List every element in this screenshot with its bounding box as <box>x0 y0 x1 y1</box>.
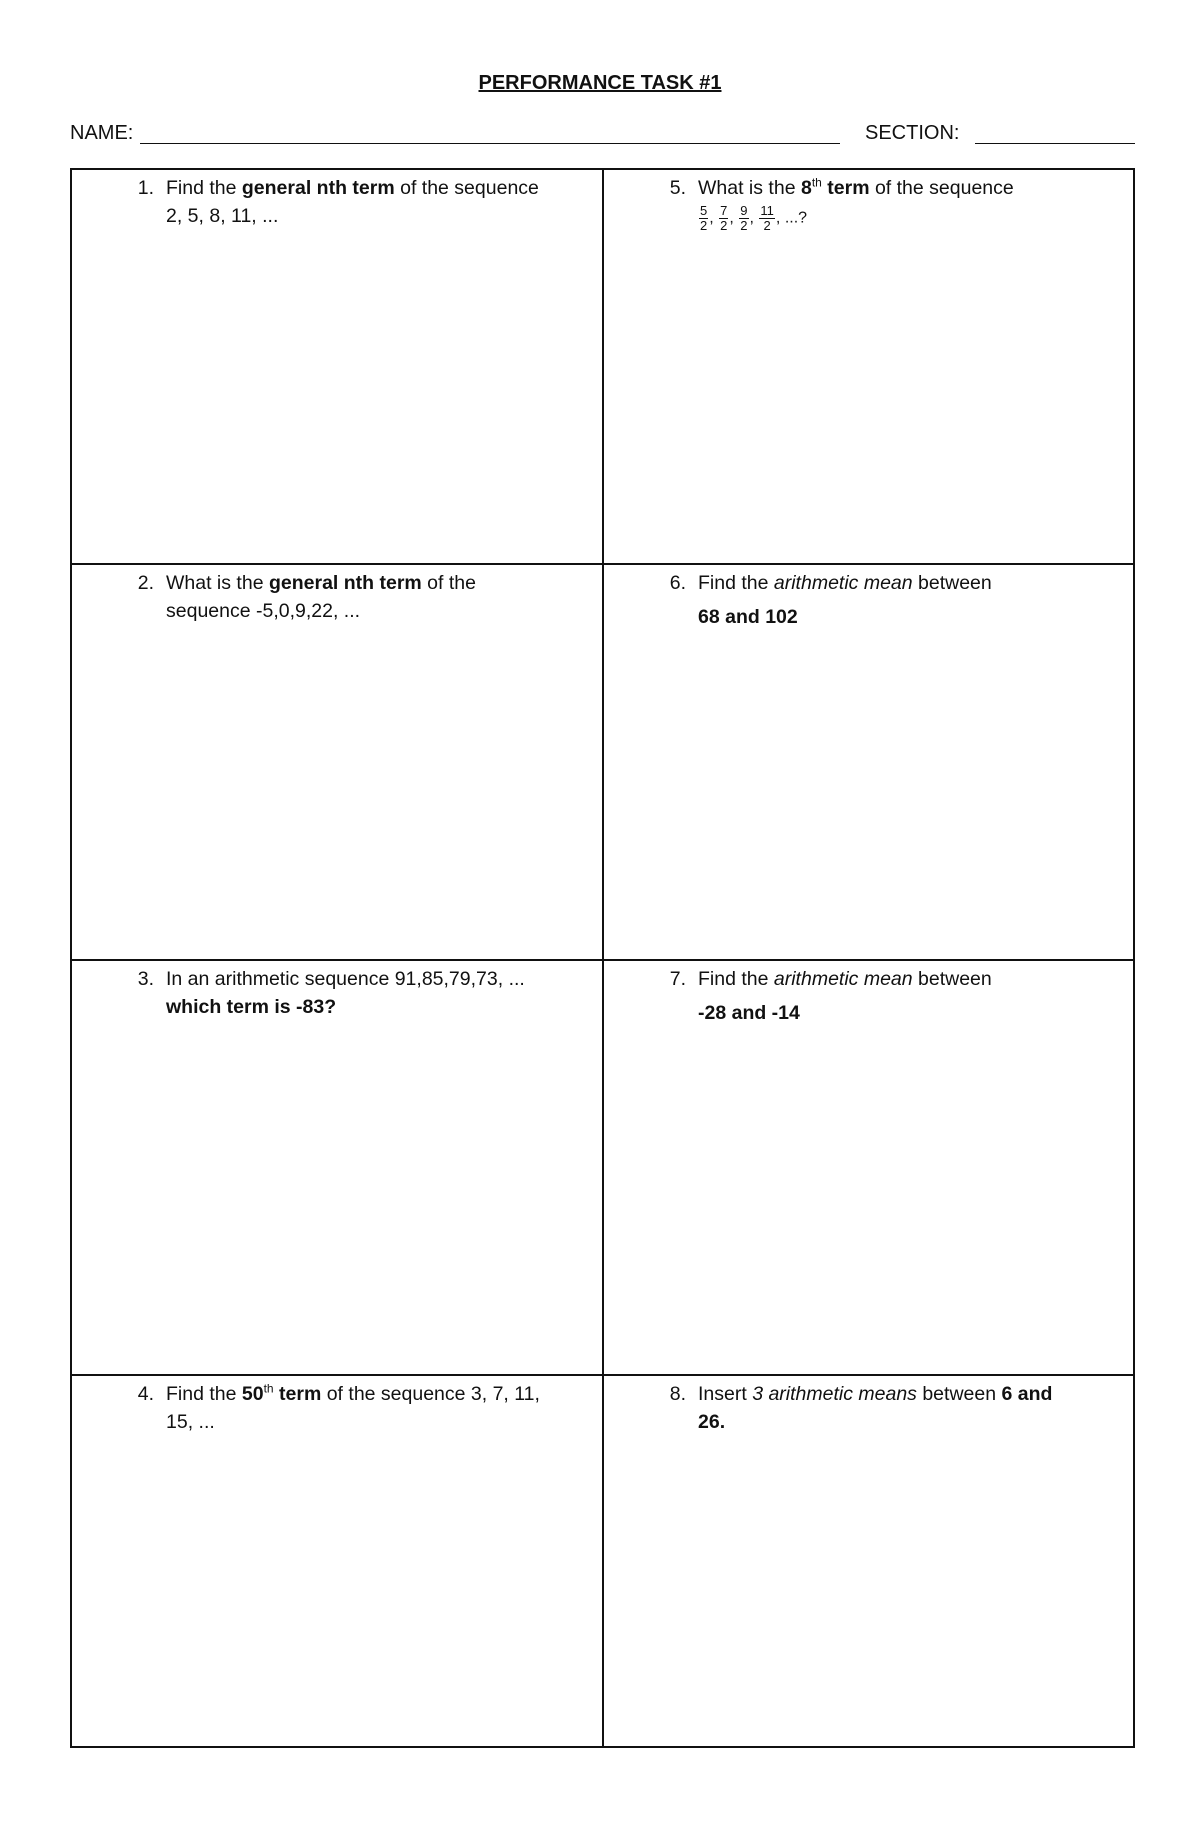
question-6-cell[interactable] <box>604 565 1135 961</box>
question-number: 2. <box>137 572 154 594</box>
question-3-cell[interactable] <box>72 961 604 1376</box>
q5-sup: th <box>811 175 822 190</box>
q2-text: What is the <box>166 572 269 594</box>
q7-text: Find the <box>698 968 774 990</box>
q5-text-post: of the sequence <box>869 177 1014 199</box>
name-label: NAME: <box>70 122 134 144</box>
separator: , <box>709 209 714 227</box>
name-section-row <box>70 122 1135 148</box>
q8-italic: 3 arithmetic means <box>752 1383 917 1405</box>
q4-bold: 50 <box>241 1383 264 1405</box>
numerator: 7 <box>720 203 728 218</box>
denominator: 2 <box>740 218 748 233</box>
q8-text-post: between <box>916 1383 1002 1405</box>
question-5-cell[interactable] <box>604 170 1135 565</box>
question-number: 7. <box>669 968 686 990</box>
question-1-cell[interactable] <box>72 170 604 565</box>
q6-text: Find the <box>698 572 774 594</box>
q1-text: Find the <box>166 177 242 199</box>
fraction <box>759 204 775 233</box>
question-number: 3. <box>137 968 154 990</box>
q7-values: -28 and -14 <box>698 1002 800 1024</box>
fraction <box>699 204 708 233</box>
section-label: SECTION: <box>865 122 960 144</box>
name-field[interactable] <box>140 143 840 144</box>
q5-text: What is the <box>698 177 801 199</box>
q3-bold: which term is -83? <box>166 996 337 1018</box>
question-number: 1. <box>137 177 154 199</box>
q8-bold: 6 and <box>1001 1383 1053 1405</box>
q3-text: In an arithmetic sequence 91,85,79,73, ... <box>166 968 525 990</box>
separator: , <box>749 209 754 227</box>
q2-bold: general nth term <box>268 572 422 594</box>
q7-italic: arithmetic mean <box>773 968 913 990</box>
q5-fraction-sequence <box>698 204 1119 233</box>
q1-text-post: of the sequence <box>394 177 539 199</box>
fraction <box>739 204 748 233</box>
separator: , <box>729 209 734 227</box>
question-number: 8. <box>669 1383 686 1405</box>
q4-sup: th <box>263 1381 274 1396</box>
q7-text-post: between <box>912 968 992 990</box>
section-field[interactable] <box>975 143 1135 144</box>
q8-bold-line: 26. <box>698 1411 726 1433</box>
question-number: 6. <box>669 572 686 594</box>
q1-sequence: 2, 5, 8, 11, ... <box>166 205 279 227</box>
question-number: 4. <box>137 1383 154 1405</box>
q5-tail: , ...? <box>775 209 808 227</box>
q2-sequence: sequence -5,0,9,22, ... <box>166 600 361 622</box>
q5-bold2: term <box>821 177 870 199</box>
q6-values: 68 and 102 <box>698 606 798 628</box>
q1-bold: general nth term <box>241 177 395 199</box>
numerator: 5 <box>700 203 708 218</box>
q6-text-post: between <box>912 572 992 594</box>
numerator: 9 <box>740 203 748 218</box>
page-title: PERFORMANCE TASK #1 <box>478 72 722 94</box>
numerator: 11 <box>760 203 774 218</box>
q2-text-post: of the <box>421 572 476 594</box>
question-8-cell[interactable] <box>604 1376 1135 1746</box>
q4-bold2: term <box>273 1383 322 1405</box>
q4-sequence: 15, ... <box>166 1411 215 1433</box>
fraction <box>719 204 728 233</box>
question-number: 5. <box>669 177 686 199</box>
question-4-cell[interactable] <box>72 1376 604 1746</box>
q4-text: Find the <box>166 1383 242 1405</box>
q8-text: Insert <box>698 1383 753 1405</box>
denominator: 2 <box>763 218 771 233</box>
question-7-cell[interactable] <box>604 961 1135 1376</box>
q6-italic: arithmetic mean <box>773 572 913 594</box>
q4-text-post: of the sequence 3, 7, 11, <box>321 1383 540 1405</box>
questions-grid <box>70 168 1135 1748</box>
q5-bold: 8 <box>800 177 812 199</box>
denominator: 2 <box>720 218 728 233</box>
denominator: 2 <box>700 218 708 233</box>
question-2-cell[interactable] <box>72 565 604 961</box>
